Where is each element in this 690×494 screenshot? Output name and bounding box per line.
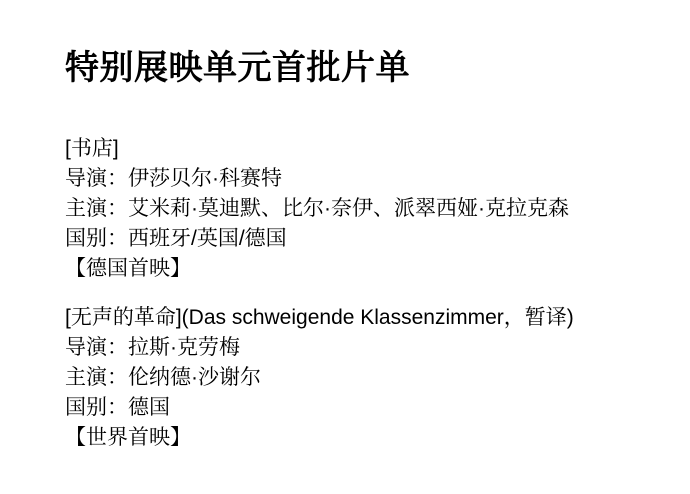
film-country: 国别：西班牙/英国/德国 bbox=[65, 227, 287, 250]
film-cast: 主演：伦纳德·沙谢尔 bbox=[65, 366, 261, 389]
film-cast: 主演：艾米莉·莫迪默、比尔·奈伊、派翠西娅·克拉克森 bbox=[65, 197, 569, 220]
film-entry-silent-revolution bbox=[65, 303, 650, 453]
film-country: 国别：德国 bbox=[65, 396, 170, 419]
film-premiere-status: 【德国首映】 bbox=[65, 257, 191, 280]
film-director: 导演：拉斯·克劳梅 bbox=[65, 336, 240, 359]
film-title: [无声的革命](Das schweigende Klassenzimmer，暂译) bbox=[65, 306, 574, 329]
film-title: [书店] bbox=[65, 137, 119, 160]
film-entry-bookshop bbox=[65, 134, 650, 284]
page-title: 特别展映单元首批片单 bbox=[65, 49, 410, 87]
film-premiere-status: 【世界首映】 bbox=[65, 426, 191, 449]
film-director: 导演：伊莎贝尔·科赛特 bbox=[65, 167, 282, 190]
